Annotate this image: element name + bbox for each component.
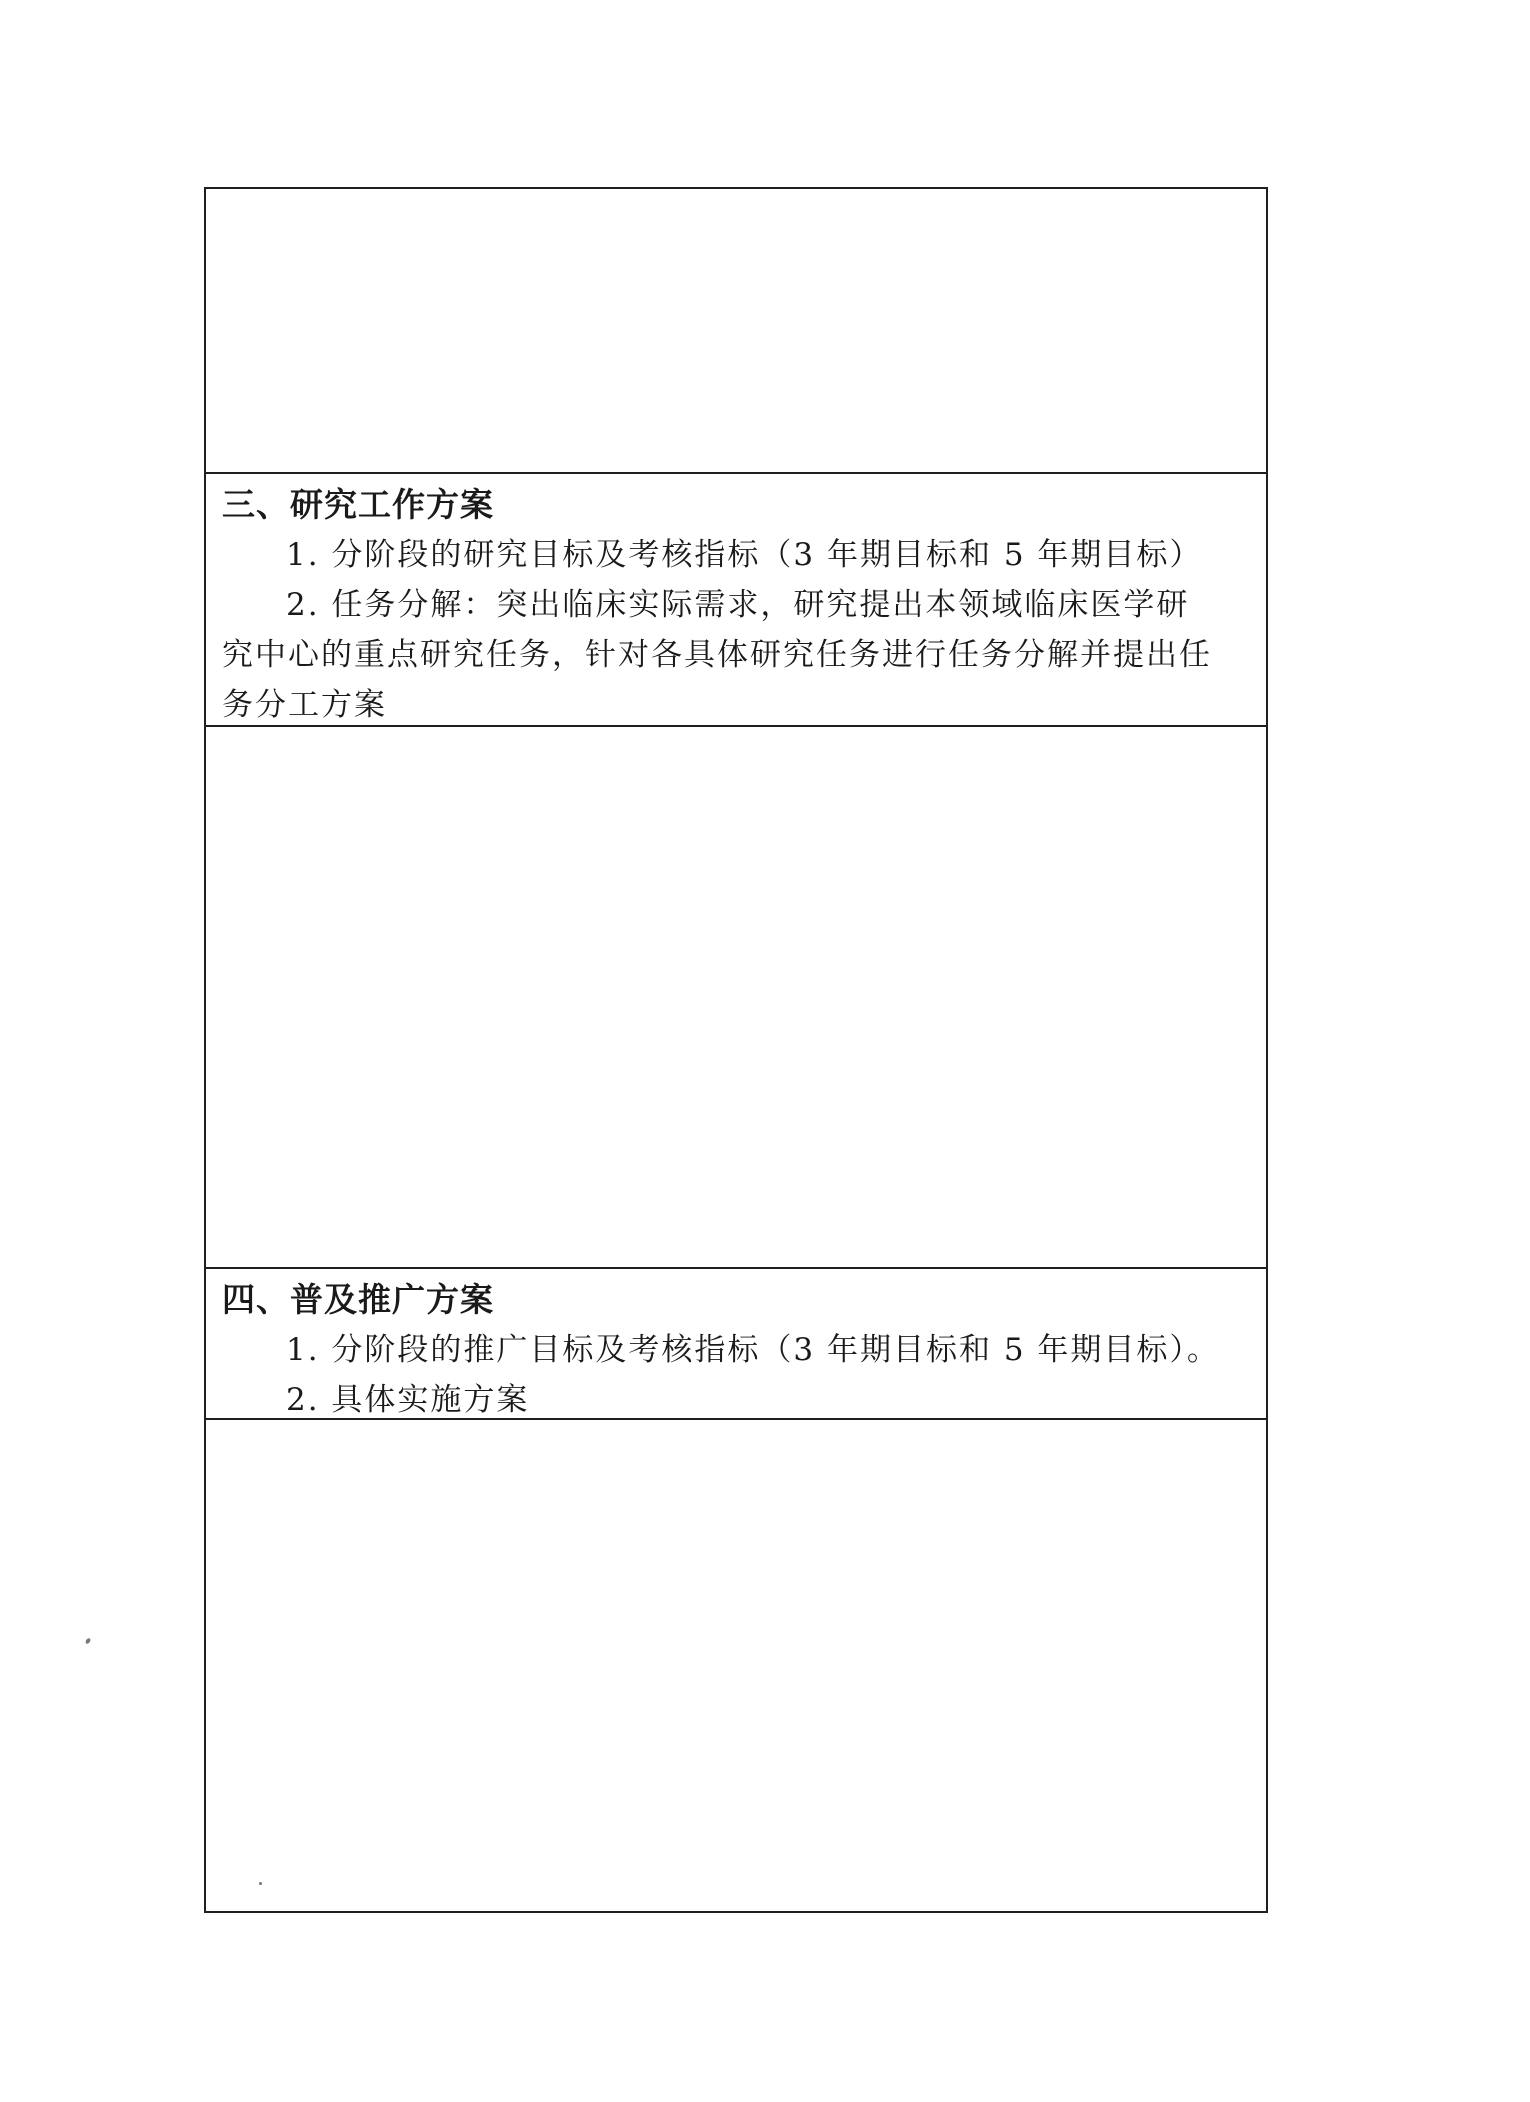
form-table <box>204 187 1268 1913</box>
promotion-item-1: 1. 分阶段的推广目标及考核指标（3 年期目标和 5 年期目标）。 <box>286 1332 1220 1368</box>
research-item-2-line-3: 务分工方案 <box>222 687 387 723</box>
research-item-1: 1. 分阶段的研究目标及考核指标（3 年期目标和 5 年期目标） <box>286 537 1203 573</box>
section-heading: 三、研究工作方案 <box>222 485 494 524</box>
scan-speck <box>259 1882 262 1885</box>
blank-answer-area-previous[interactable] <box>206 189 1266 472</box>
blank-answer-area-promotion[interactable] <box>206 1418 1266 1911</box>
research-item-2-line-2: 究中心的重点研究任务，针对各具体研究任务进行任务分解并提出任 <box>222 637 1212 673</box>
promotion-item-2: 2. 具体实施方案 <box>286 1382 530 1418</box>
section-promotion-plan <box>206 1267 1266 1418</box>
scan-speck <box>85 1637 92 1644</box>
blank-answer-area-research[interactable] <box>206 725 1266 1267</box>
section-heading: 四、普及推广方案 <box>222 1280 494 1319</box>
research-item-2-line-1: 2. 任务分解：突出临床实际需求，研究提出本领域临床医学研 <box>286 587 1190 623</box>
section-research-plan <box>206 472 1266 725</box>
